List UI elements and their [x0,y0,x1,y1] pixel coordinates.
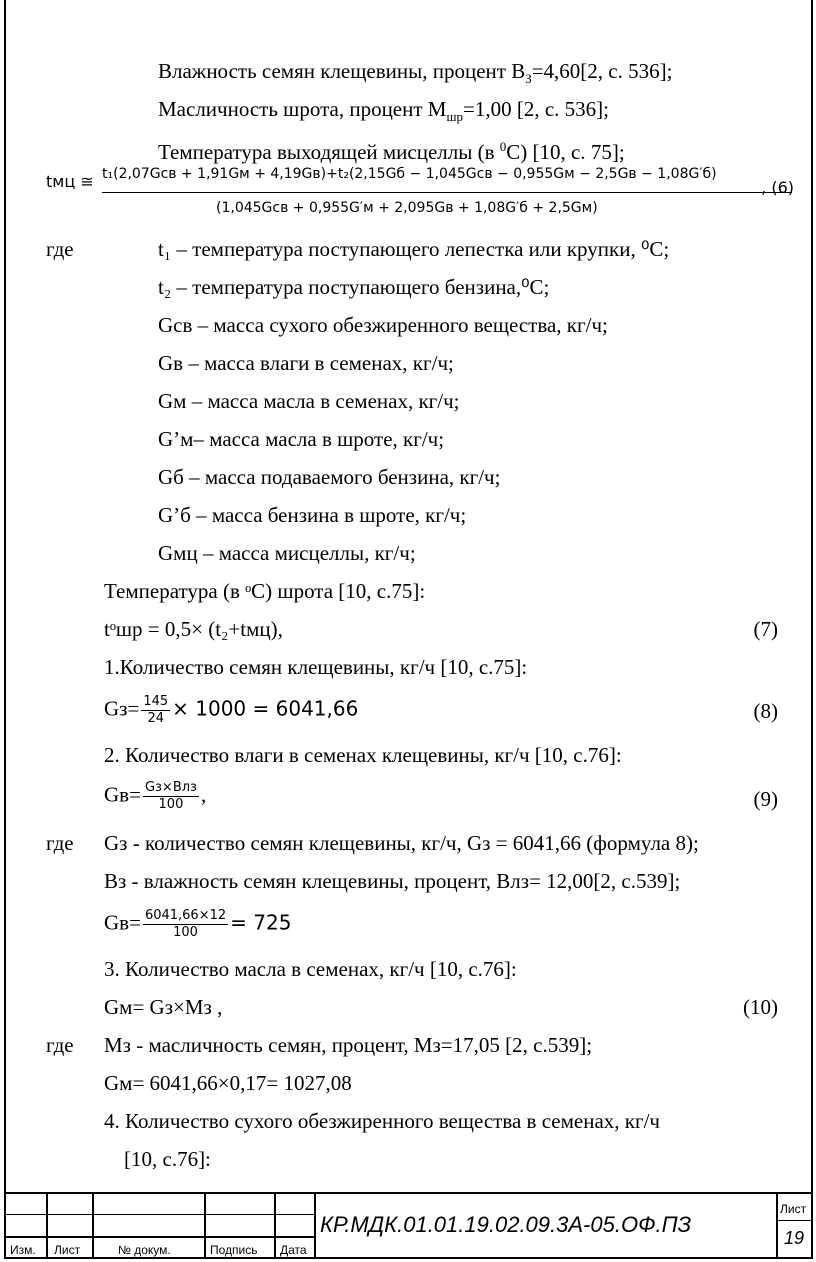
def-t2: t₂ – температура поступающего бензина,⁰С; [158,275,550,299]
stamp-row-line [4,1214,316,1215]
heading-2: 2. Количество влаги в семенах клещевины, кг/ч [10, с.76]: [104,743,622,767]
def-vz: Вз - влажность семян клещевины, процент, Влз= 12,00[2, с.539]; [104,869,681,893]
def-gb-prime: G’б – масса бензина в шроте, кг/ч; [158,503,467,527]
def-gz: Gз - количество семян клещевины, кг/ч, Gз = 6041,66 (формула 8); [104,831,699,855]
def-gsv: Gсв – масса сухого обезжиренного вещества, кг/ч; [158,313,608,337]
heading-4: 4. Количество сухого обезжиренного вещества в семенах, кг/ч [104,1109,660,1133]
formula-6-tag: , (6) [761,178,794,197]
formula-6 [46,166,794,228]
stamp-data-label: Дата [280,1243,307,1257]
document-code: КР.МДК.01.01.19.02.09.3А-05.ОФ.ПЗ [320,1212,692,1237]
miscella-temp-line: Температура выходящей мисцеллы (в $^0$С) [10, с. 75]; [158,139,625,164]
stamp-sheet-line [778,1220,813,1221]
formula-7-tag: (7) [753,617,778,641]
formula-6-numerator: t₁(2,07Gсв + 1,91Gм + 4,19Gв)+t₂(2,15Gб − 1,045Gсв − 0,955Gм − 2,5Gв − 1,08G′б) [102,166,717,182]
formula-9: Gв= $\frac{\text{Gз×Влз}}{100}$ , [104,780,207,812]
formula-8: Gз= $\frac{145}{24}$ × 1000 = 6041,66 [104,694,359,726]
stamp-row-line-bold [4,1236,316,1238]
def-gmc: Gмц – масса мисцеллы, кг/ч; [158,541,416,565]
def-gb: Gб – масса подаваемого бензина, кг/ч; [158,465,501,489]
formula-9-tag: (9) [753,787,778,811]
formula-6-fraction-bar [102,192,792,193]
def-gv: Gв – масса влаги в семенах, кг/ч; [158,351,454,375]
formula-10: Gм= Gз×Mз , [104,995,223,1019]
oil-content-line: Масличность шрота, процент $М_{шр}=1,00$ [2, с. 536]; [158,97,609,125]
where-label: где [46,237,74,261]
where-label-3: где [46,1033,74,1057]
stamp-nodoc-label: № докум. [118,1243,171,1257]
title-block [4,1192,813,1259]
def-t1: t₁ – температура поступающего лепестка или крупки, ⁰С; [158,237,670,261]
heading-1: 1.Количество семян клещевины, кг/ч [10, с.75]: [104,655,528,679]
where-label-2: где [46,831,74,855]
def-gm: Gм – масса масла в семенах, кг/ч; [158,389,460,413]
sheet-label: Лист [780,1202,807,1216]
formula-9-calc: Gв= $\frac{6041,66\times 12}{100}$ = 725 [104,908,292,940]
meal-temp-heading: Температура (в ᵒС) шрота [10, с.75]: [104,579,426,603]
moisture-line: Влажность семян клещевины, процент $В_З=4,60[2$, с. 536]; [158,59,673,87]
formula-8-tag: (8) [753,699,778,723]
def-gm-prime: G’м– масса масла в шроте, кг/ч; [158,427,445,451]
stamp-podpis-label: Подпись [210,1243,258,1257]
formula-6-denominator: (1,045Gсв + 0,955G′м + 2,095Gв + 1,08G′б + 2,5Gм) [216,200,598,216]
heading-4-ref: [10, с.76]: [124,1147,211,1171]
sheet-number: 19 [784,1228,805,1248]
stamp-izm-label: Изм. [10,1243,36,1257]
stamp-list-label: Лист [54,1243,81,1257]
def-mz: Mз - масличность семян, процент, Mз=17,05 [2, с.539]; [104,1033,593,1057]
gm-calc: Gм= 6041,66×0,17= 1027,08 [104,1071,352,1095]
formula-6-lhs: tмц ≅ [46,172,94,191]
formula-10-tag: (10) [743,995,778,1019]
heading-3: 3. Количество масла в семенах, кг/ч [10, с.76]: [104,957,517,981]
formula-7: tᵒшр = 0,5× (t₂+tмц), [104,617,283,641]
